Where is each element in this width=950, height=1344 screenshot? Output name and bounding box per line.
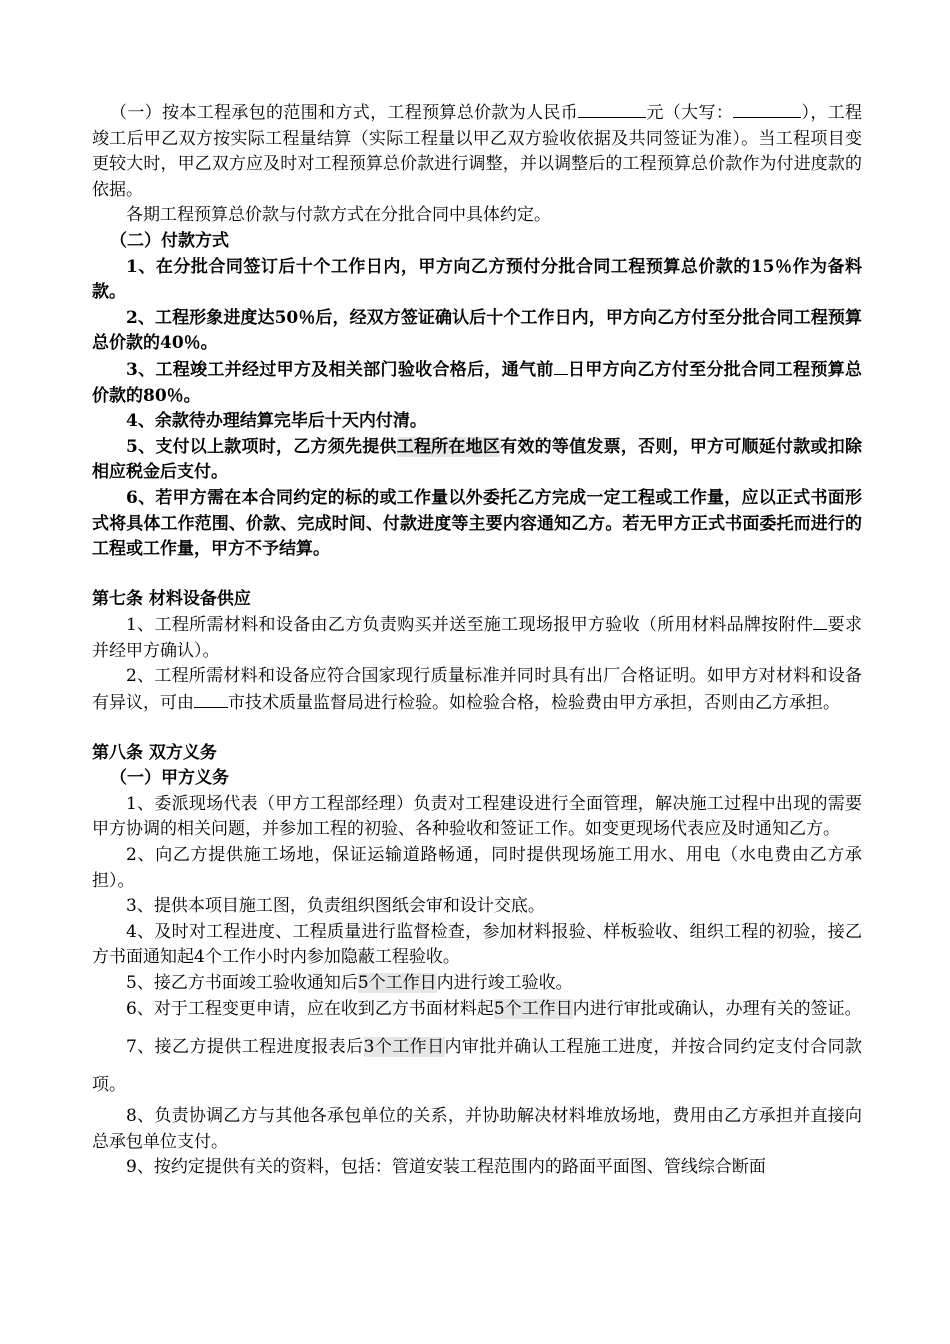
party-a-duty-5: 5、接乙方书面竣工验收通知后5个工作日内进行竣工验收。 <box>126 973 573 993</box>
article-7-item-2: 2、工程所需材料和设备应符合国家现行质量标准并同时具有出厂合格证明。如甲方对材料和设备有异议，可由 市技术质量监督局进行检验。如检验合格，检验费由甲方承担，否则由乙方承担。 <box>92 666 862 714</box>
party-a-duty-1: 1、委派现场代表（甲方工程部经理）负责对工程建设进行全面管理，解决施工过程中出现的需要甲方协调的相关问题，并参加工程的初验、各种验收和签证工作。如变更现场代表应及时通知乙方。 <box>92 793 862 840</box>
party-a-duty-4: 4、及时对工程进度、工程质量进行监督检查，参加材料报验、样板验收、组织工程的初验，接乙方书面通知起4个工作小时内参加隐蔽工程验收。 <box>92 921 862 968</box>
payment-item-1: 1、在分批合同签订后十个工作日内，甲方向乙方预付分批合同工程预算总价款的15％作为备料款。 <box>92 256 862 303</box>
days-blank <box>554 357 568 375</box>
appendix-blank <box>813 612 827 630</box>
amount-blank <box>578 100 646 118</box>
article-7-item-1: 1、工程所需材料和设备由乙方负责购买并送至施工现场报甲方验收（所用材料品牌按附件 要求并经甲方确认）。 <box>92 612 862 664</box>
party-a-duty-9: 9、按约定提供有关的资料，包括：管道安装工程范围内的路面平面图、管线综合断面 <box>126 1157 766 1178</box>
party-a-duty-3: 3、提供本项目施工图，负责组织图纸会审和设计交底。 <box>126 896 545 917</box>
payment-item-2: 2、工程形象进度达50％后，经双方签证确认后十个工作日内，甲方向乙方付至分批合同工程预算总价款的40％。 <box>92 307 862 354</box>
party-a-duties-title: （一）甲方义务 <box>110 768 229 789</box>
amount-words-blank <box>733 100 801 118</box>
highlighted-text: 3个工作日 <box>363 1037 445 1058</box>
article-7-title: 第七条 材料设备供应 <box>92 588 251 609</box>
party-a-duty-8: 8、负责协调乙方与其他各承包单位的关系，并协助解决材料堆放场地，费用由乙方承担并直接向总承包单位支付。 <box>92 1106 862 1152</box>
party-a-duty-6: 6、对于工程变更申请，应在收到乙方书面材料起5个工作日内进行审批或确认，办理有关的签证。 <box>126 998 862 1019</box>
budget-paragraph: （一）按本工程承包的范围和方式，工程预算总价款为人民币 元（大写： ），工程竣工后甲乙双方按实际工程量结算（实际工程量以甲乙双方验收依据及共同签证为准）。当工程项目变更较大时，甲乙双方应及时对工程预算总价款进行调整，并以调整后的工程预算总价款作为付进度款的依据。 <box>92 100 862 203</box>
city-blank <box>194 690 228 708</box>
highlighted-text: 工程所在地区 <box>396 436 501 457</box>
batch-contract-paragraph: 各期工程预算总价款与付款方式在分批合同中具体约定。 <box>126 205 551 226</box>
document-body <box>92 100 862 1181</box>
party-a-duty-2: 2、向乙方提供施工场地，保证运输道路畅通，同时提供现场施工用水、用电（水电费由乙方承担）。 <box>92 845 862 891</box>
highlighted-text: 5个工作日 <box>357 973 437 993</box>
article-8-title: 第八条 双方义务 <box>92 742 217 763</box>
payment-item-6: 6、若甲方需在本合同约定的标的或工作量以外委托乙方完成一定工程或工作量，应以正式书面形式将具体工作范围、价款、完成时间、付款进度等主要内容通知乙方。若无甲方正式书面委托而进行的工程或工作量，甲方不予结算。 <box>92 487 862 560</box>
highlighted-text: 5个工作日 <box>493 998 573 1019</box>
payment-item-4: 4、余款待办理结算完毕后十天内付清。 <box>126 411 427 432</box>
party-a-duty-7: 7、接乙方提供工程进度报表后3个工作日内审批并确认工程施工进度，并按合同约定支付合同款项。 <box>92 1037 862 1096</box>
payment-method-title: （二）付款方式 <box>110 230 229 251</box>
payment-item-5: 5、支付以上款项时，乙方须先提供工程所在地区有效的等值发票，否则，甲方可顺延付款或扣除相应税金后支付。 <box>92 436 862 483</box>
payment-item-3: 3、工程竣工并经过甲方及相关部门验收合格后，通气前 日甲方向乙方付至分批合同工程预算总价款的80％。 <box>92 357 862 409</box>
